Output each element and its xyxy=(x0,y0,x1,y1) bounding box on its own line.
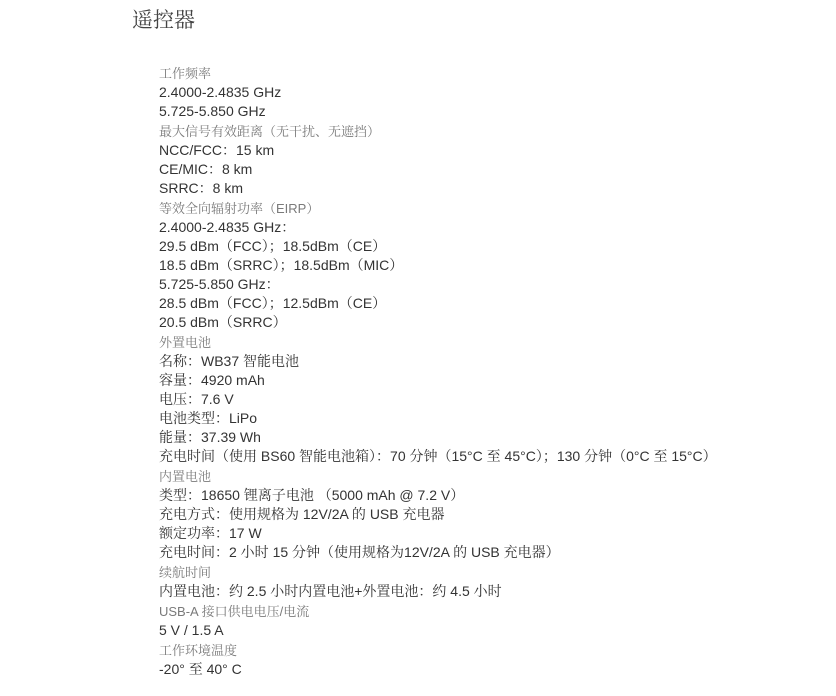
spec-value: 电池类型：LiPo xyxy=(159,410,258,426)
spec-value: 充电方式：使用规格为 12V/2A 的 USB 充电器 xyxy=(159,506,445,522)
spec-label: 最大信号有效距离（无干扰、无遮挡） xyxy=(159,124,381,139)
spec-label: 续航时间 xyxy=(159,565,212,580)
spec-value: 20.5 dBm（SRRC） xyxy=(159,314,287,330)
spec-value: CE/MIC：8 km xyxy=(159,161,253,177)
page-title: 遥控器 xyxy=(132,9,195,32)
spec-value: 内置电池：约 2.5 小时内置电池+外置电池：约 4.5 小时 xyxy=(159,583,502,599)
spec-label: 工作频率 xyxy=(159,66,212,81)
spec-section-frequency xyxy=(159,64,829,121)
spec-value: NCC/FCC：15 km xyxy=(159,142,275,158)
spec-label: 工作环境温度 xyxy=(159,643,238,658)
spec-section-operating-temperature xyxy=(159,641,829,679)
spec-label: 等效全向辐射功率（EIRP） xyxy=(159,201,320,216)
spec-value: -20° 至 40° C xyxy=(159,661,242,677)
spec-label: 外置电池 xyxy=(159,335,212,350)
spec-value: 5.725-5.850 GHz xyxy=(159,103,266,119)
spec-label: USB-A 接口供电电压/电流 xyxy=(159,604,310,619)
spec-value: 容量：4920 mAh xyxy=(159,372,265,388)
spec-section-usb-output xyxy=(159,602,829,640)
spec-value: 能量：37.39 Wh xyxy=(159,429,261,445)
spec-section-eirp xyxy=(159,199,829,332)
spec-value: 18.5 dBm（SRRC）；18.5dBm（MIC） xyxy=(159,257,404,273)
spec-value: 类型：18650 锂离子电池 （5000 mAh @ 7.2 V） xyxy=(159,487,465,503)
spec-value: 5.725-5.850 GHz： xyxy=(159,276,280,292)
spec-section-range xyxy=(159,122,829,198)
spec-value: 名称：WB37 智能电池 xyxy=(159,353,300,369)
spec-value: 电压：7.6 V xyxy=(159,391,234,407)
spec-value: 28.5 dBm（FCC）；12.5dBm（CE） xyxy=(159,295,387,311)
spec-section-external-battery xyxy=(159,333,829,466)
spec-value: 额定功率：17 W xyxy=(159,525,262,541)
spec-value: 5 V / 1.5 A xyxy=(159,622,224,638)
spec-list xyxy=(159,64,829,679)
spec-value: 充电时间（使用 BS60 智能电池箱）：70 分钟（15°C 至 45°C）；130 分钟（0°C 至 15°C） xyxy=(159,448,717,464)
spec-value: 充电时间：2 小时 15 分钟（使用规格为12V/2A 的 USB 充电器） xyxy=(159,544,560,560)
spec-value: 2.4000-2.4835 GHz xyxy=(159,84,282,100)
spec-section-battery-life xyxy=(159,563,829,601)
spec-value: 29.5 dBm（FCC）；18.5dBm（CE） xyxy=(159,238,387,254)
spec-value: SRRC：8 km xyxy=(159,180,244,196)
spec-label: 内置电池 xyxy=(159,469,212,484)
spec-value: 2.4000-2.4835 GHz： xyxy=(159,219,296,235)
spec-section-internal-battery xyxy=(159,467,829,562)
